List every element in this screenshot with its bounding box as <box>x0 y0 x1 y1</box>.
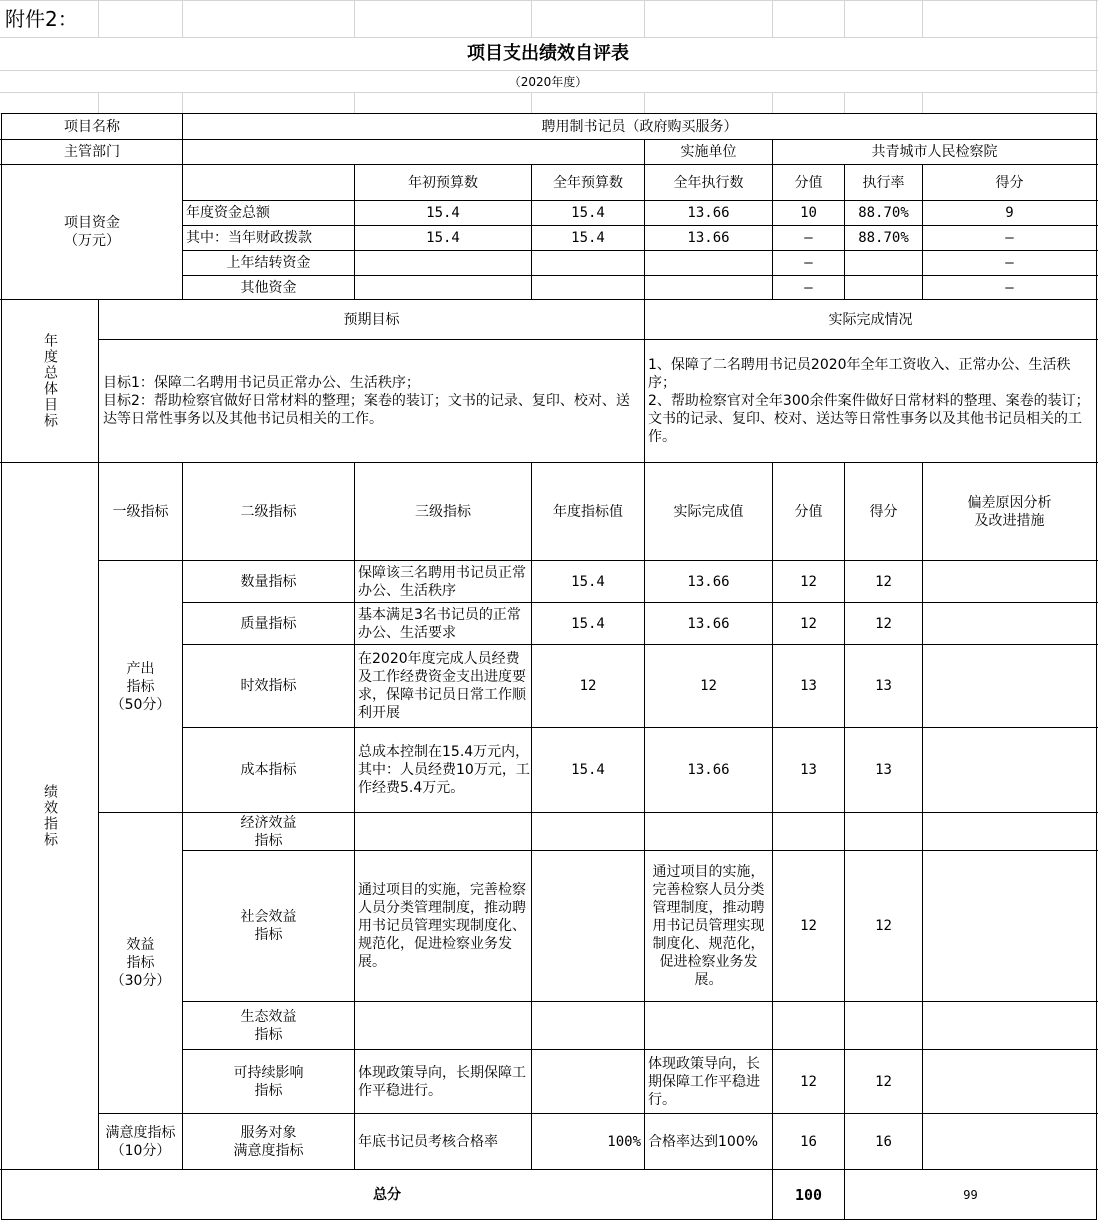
funds-cell: 13.66 <box>687 205 730 221</box>
deviation-note <box>923 645 1096 727</box>
target-value <box>532 851 644 1001</box>
deviation-note <box>923 1114 1096 1169</box>
total-got: 99 <box>963 1187 978 1202</box>
deviation-note <box>923 728 1096 812</box>
page-title: 项目支出绩效自评表 <box>467 43 629 64</box>
level3-indicator: 通过项目的实施，完善检察人员分类管理制度，推动聘用书记员管理实现制度化、规范化，促进检察业务发展。 <box>358 882 526 970</box>
score-value <box>773 813 844 850</box>
perf-header: 年度指标值 <box>553 503 623 520</box>
funds-header: 得分 <box>995 174 1024 191</box>
level3-indicator: 年底书记员考核合格率 <box>358 1133 498 1150</box>
target-value <box>532 813 644 850</box>
score-value <box>773 1002 844 1049</box>
score-value: 12 <box>800 573 817 590</box>
funds-cell: 15.4 <box>571 205 605 221</box>
expected-goals-text: 目标1：保障二名聘用书记员正常办公、生活秩序； 目标2：帮助检察官做好日常材料的整理；案卷的装订；文书的记录、复印、校对、送达等日常性事务以及其他书记员相关的工作。 <box>103 375 630 427</box>
score-value: 12 <box>800 918 817 934</box>
level2-indicator: 时效指标 <box>240 678 297 694</box>
total-label: 总分 <box>373 1186 401 1203</box>
funds-header: 年初预算数 <box>408 174 478 191</box>
score-value: 12 <box>800 615 817 632</box>
project-name: 聘用制书记员（政府购买服务） <box>541 118 738 135</box>
target-value: 12 <box>579 678 597 694</box>
score-value: 13 <box>800 762 817 778</box>
funds-cell <box>845 251 922 275</box>
level3-indicator: 体现政策导向，长期保障工作平稳进行。 <box>358 1064 526 1099</box>
level2-indicator: 经济效益 指标 <box>240 814 297 849</box>
target-value <box>532 1002 644 1049</box>
total-score: 100 <box>794 1185 823 1204</box>
funds-cell: — <box>804 279 813 296</box>
deviation-note <box>923 1050 1096 1113</box>
funds-cell <box>532 276 644 299</box>
actual-value: 13.66 <box>687 762 730 778</box>
perf-header: 得分 <box>869 503 898 520</box>
funds-cell: — <box>804 255 813 271</box>
level2-indicator: 数量指标 <box>240 573 297 590</box>
attachment-label: 附件2： <box>5 7 78 31</box>
deviation-note <box>923 1002 1096 1049</box>
got-value: 12 <box>875 918 892 934</box>
impl-unit-label: 实施单位 <box>680 144 737 160</box>
actual-value <box>645 1002 772 1049</box>
goals-label: 年度总体目标 <box>42 333 58 429</box>
actual-value: 体现政策导向，长期保障工作平稳进行。 <box>648 1055 760 1108</box>
funds-cell <box>845 276 922 299</box>
level3-indicator: 基本满足3名书记员的正常办公、生活要求 <box>358 606 521 641</box>
target-value <box>532 1050 644 1113</box>
actual-goals-text: 1、保障了二名聘用书记员2020年全年工资收入、正常办公、生活秩序； 2、帮助检察官对全年300余件案件做好日常材料的整理、案卷的装订；文书的记录、复印、校对、送达等日常性事务以及其他书记员相关的工作。 <box>648 357 1090 445</box>
target-value: 15.4 <box>571 762 605 778</box>
funds-cell: 13.66 <box>687 230 730 246</box>
score-value: 12 <box>800 1073 817 1090</box>
year-note: （2020年度） <box>508 74 588 89</box>
target-value: 15.4 <box>571 573 605 590</box>
level3-indicator <box>355 1002 531 1049</box>
got-value <box>845 813 922 850</box>
actual-goals-header: 实际完成情况 <box>828 311 913 328</box>
funds-header: 全年预算数 <box>553 174 623 191</box>
level2-indicator: 社会效益 指标 <box>240 909 297 943</box>
perf-label: 绩效指标 <box>42 784 58 848</box>
expected-goals-header: 预期目标 <box>343 311 400 328</box>
funds-cell: 88.70% <box>858 205 909 221</box>
output-indicator-label: 产出 指标 （50分） <box>110 660 171 713</box>
benefit-indicator-label: 效益 指标 （30分） <box>110 937 171 989</box>
level2-indicator: 可持续影响 指标 <box>233 1064 304 1099</box>
deviation-note <box>923 561 1096 602</box>
level3-indicator: 总成本控制在15.4万元内，其中：人员经费10万元，工作经费5.4万元。 <box>358 744 530 796</box>
funds-cell: — <box>1005 230 1014 246</box>
deviation-note <box>923 813 1096 850</box>
funds-label: 项目资金 （万元） <box>64 215 120 249</box>
level2-indicator: 成本指标 <box>240 762 297 778</box>
funds-row-name: 其中：当年财政拨款 <box>186 230 312 246</box>
funds-header: 执行率 <box>862 174 905 191</box>
funds-cell <box>645 276 772 299</box>
actual-value <box>645 813 772 850</box>
funds-cell: — <box>1005 279 1014 296</box>
perf-header: 偏差原因分析 及改进措施 <box>967 494 1052 529</box>
funds-cell <box>355 251 531 275</box>
got-value: 12 <box>875 573 892 590</box>
dept-value <box>183 140 644 164</box>
actual-value: 合格率达到100% <box>648 1133 759 1150</box>
level2-indicator: 生态效益 指标 <box>240 1008 297 1043</box>
satisfaction-indicator-label: 满意度指标 （10分） <box>105 1124 176 1159</box>
deviation-note <box>923 851 1096 1001</box>
funds-cell: 9 <box>1005 205 1014 221</box>
actual-value: 12 <box>700 678 717 694</box>
funds-cell <box>532 251 644 275</box>
perf-header: 分值 <box>794 503 823 520</box>
perf-header: 二级指标 <box>240 503 297 520</box>
target-value: 100% <box>607 1133 641 1150</box>
perf-header: 一级指标 <box>112 503 169 520</box>
deviation-note <box>923 603 1096 644</box>
funds-cell: 88.70% <box>858 230 909 246</box>
got-value: 13 <box>875 762 892 778</box>
got-value: 13 <box>875 678 892 694</box>
got-value <box>845 1002 922 1049</box>
got-value: 12 <box>875 615 892 632</box>
perf-header: 三级指标 <box>415 503 471 520</box>
score-value: 16 <box>800 1133 817 1150</box>
funds-header: 分值 <box>794 174 823 191</box>
target-value: 15.4 <box>571 615 605 632</box>
level2-indicator: 质量指标 <box>240 615 297 632</box>
level3-indicator: 保障该三名聘用书记员正常办公、生活秩序 <box>358 564 526 599</box>
level3-indicator: 在2020年度完成人员经费及工作经费资金支出进度要求，保障书记员日常工作顺利开展 <box>358 651 526 721</box>
got-value: 12 <box>875 1073 892 1090</box>
level3-indicator <box>355 813 531 850</box>
funds-row-name: 上年结转资金 <box>226 255 311 271</box>
funds-cell: 15.4 <box>426 205 460 221</box>
funds-cell: 15.4 <box>571 230 605 246</box>
got-value: 16 <box>875 1133 892 1150</box>
perf-header: 实际完成值 <box>673 503 744 520</box>
actual-value: 13.66 <box>687 615 730 632</box>
funds-row-name: 其他资金 <box>240 279 297 296</box>
actual-value: 通过项目的实施，完善检察人员分类管理制度，推动聘用书记员管理实现制度化、规范化，促进检察业务发展。 <box>652 864 765 988</box>
funds-cell <box>645 251 772 275</box>
funds-cell: — <box>1005 255 1014 271</box>
funds-cell: 15.4 <box>426 230 460 246</box>
funds-cell: — <box>804 230 813 246</box>
funds-cell <box>355 276 531 299</box>
actual-value: 13.66 <box>687 573 730 590</box>
funds-row-name: 年度资金总额 <box>186 205 270 221</box>
dept-label: 主管部门 <box>64 144 120 160</box>
project-name-label: 项目名称 <box>64 118 120 135</box>
funds-cell: 10 <box>800 205 817 221</box>
level2-indicator: 服务对象 满意度指标 <box>233 1124 304 1159</box>
impl-unit: 共青城市人民检察院 <box>871 144 998 160</box>
score-value: 13 <box>800 678 817 694</box>
funds-header: 全年执行数 <box>673 174 744 191</box>
